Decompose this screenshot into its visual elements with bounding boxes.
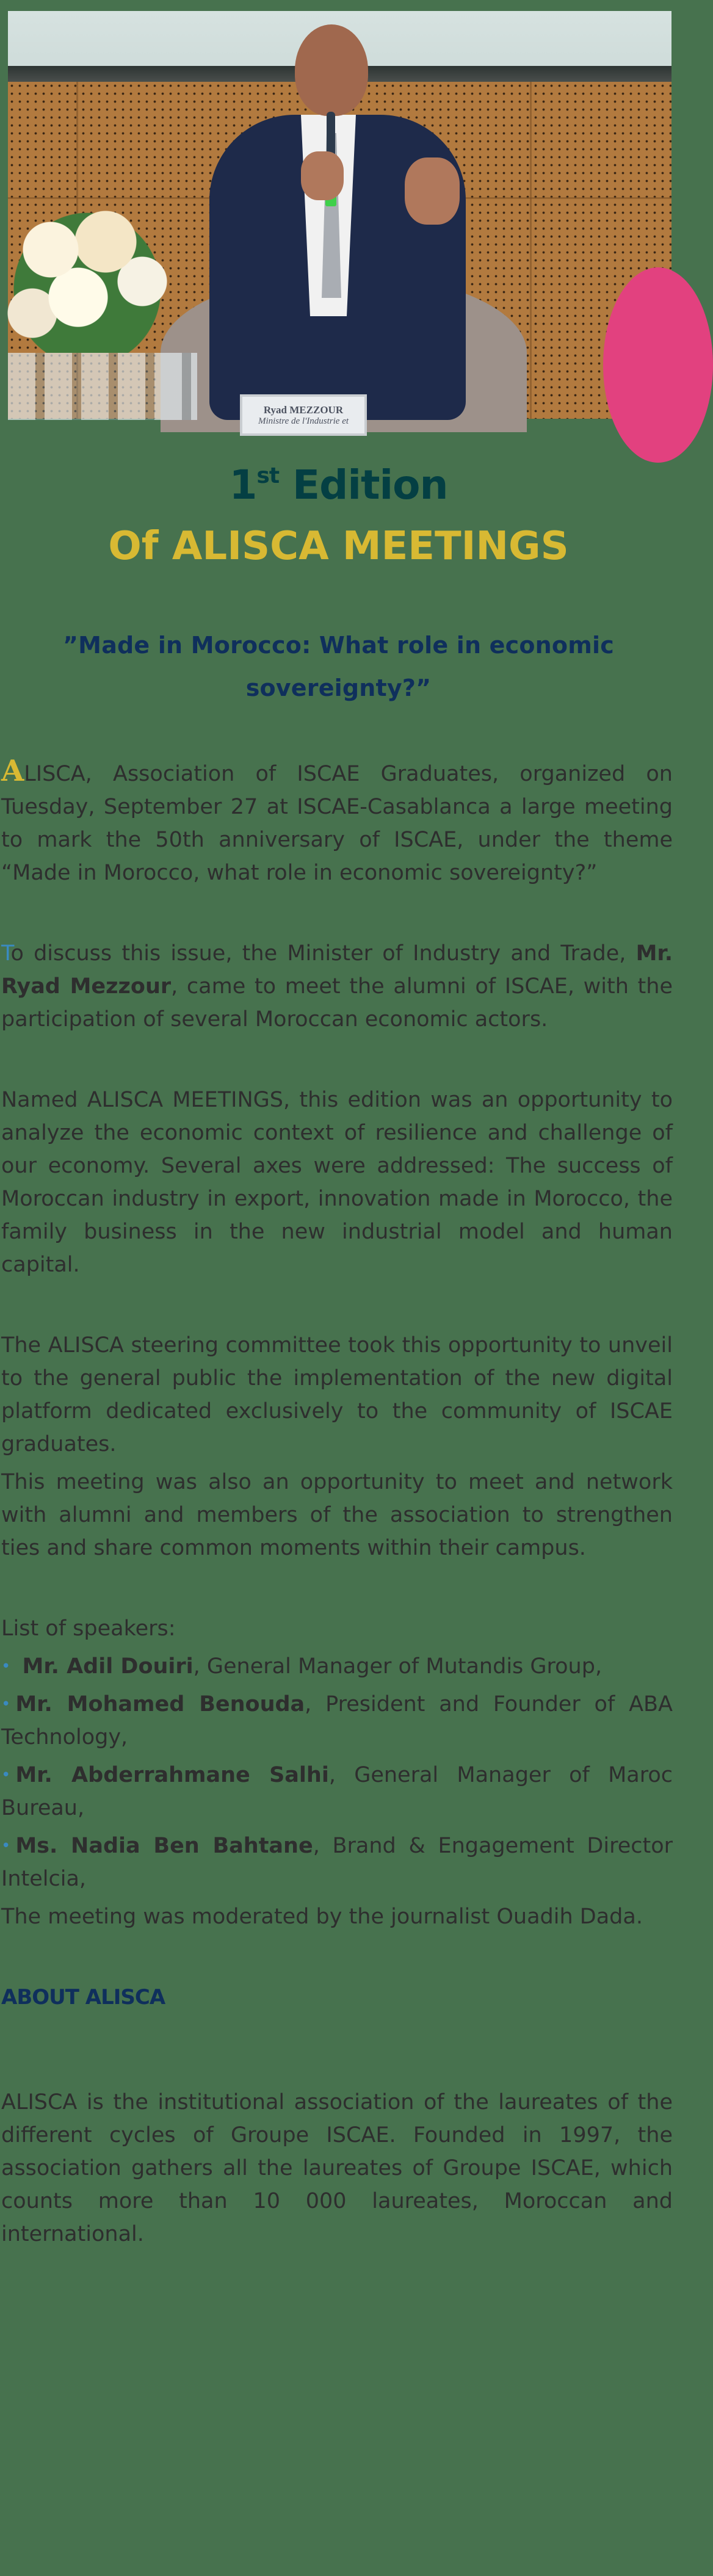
nameplate-role: Ministre de l'Industrie et bbox=[258, 416, 349, 426]
edition-number: 1 bbox=[229, 461, 257, 508]
edition-heading bbox=[0, 455, 677, 516]
minister-text-before: o discuss this issue, the Minister of Industry and Trade, bbox=[10, 941, 636, 966]
speaker-item bbox=[1, 1650, 673, 1683]
edition-word: Edition bbox=[292, 461, 448, 508]
edition-paragraph: Named ALISCA MEETINGS, this edition was an opportunity to analyze the economic context of resilience and challenge of our economy. Several axes were addressed: The success of Moroccan industry in export, innovation made in Morocco, the family business in the new industrial model and human capital. bbox=[1, 1088, 673, 1277]
platform-paragraph: The ALISCA steering committee took this opportunity to unveil to the general public the implementation of the new digital platform dedicated exclusively to the community of ISCAE graduates. bbox=[1, 1333, 673, 1456]
wall-panel-seam bbox=[530, 82, 532, 419]
speaker-role: , General Manager of Mutandis Group, bbox=[193, 1654, 603, 1679]
speaker-role: , Brand & Engagement Director Intelcia, bbox=[1, 1834, 673, 1891]
speaker-hand bbox=[405, 157, 460, 225]
hero-photo bbox=[8, 11, 671, 426]
speaker-name: Ms. Nadia Ben Bahtane bbox=[15, 1834, 313, 1858]
bullet-icon: • bbox=[1, 1657, 11, 1676]
about-paragraph: ALISCA is the institutional association of the laureates of the different cycles of Groupe ISCAE. Founded in 1997, the association gathers all the laureates of Groupe ISCAE, which counts more than 10 000 laureates, Moroccan and international. bbox=[1, 2090, 673, 2246]
page-title bbox=[0, 455, 677, 577]
speakers-heading: List of speakers: bbox=[1, 1616, 176, 1641]
speaker-name: Mr. Abderrahmane Salhi bbox=[15, 1763, 329, 1787]
dropcap: A bbox=[1, 754, 24, 788]
theme-subtitle: ”Made in Morocco: What role in economic sovereignty?” bbox=[63, 632, 614, 701]
about-heading: ABOUT ALISCA bbox=[1, 1985, 165, 2010]
speaker-item bbox=[1, 1759, 673, 1825]
networking-paragraph: This meeting was also an opportunity to meet and network with alumni and members of the association to strengthen ties and share common moments within their campus. bbox=[1, 1470, 673, 1560]
speaker-role: , General Manager of Maroc Bureau, bbox=[1, 1763, 673, 1820]
moderator-line: The meeting was moderated by the journalist Ouadih Dada. bbox=[1, 1905, 643, 1929]
minister-name: Mr. Ryad Mezzour bbox=[1, 941, 673, 999]
article-body bbox=[1, 754, 673, 2251]
minister-text-after: , came to meet the alumni of ISCAE, with the participation of several Moroccan economic actors. bbox=[1, 974, 673, 1032]
bullet-icon: • bbox=[1, 1766, 11, 1784]
meetings-heading: Of ALISCA MEETINGS bbox=[108, 524, 569, 569]
pink-armchair bbox=[603, 267, 713, 463]
speaker-head bbox=[295, 24, 368, 116]
speaker-name: Mr. Adil Douiri bbox=[22, 1654, 194, 1679]
nameplate-name: Ryad MEZZOUR bbox=[263, 404, 344, 416]
nameplate bbox=[240, 394, 367, 436]
speaker-item bbox=[1, 1688, 673, 1754]
speaker-name: Mr. Mohamed Benouda bbox=[15, 1692, 305, 1717]
bullet-icon: • bbox=[1, 1837, 11, 1855]
speaker-hand bbox=[301, 151, 344, 200]
edition-suffix: st bbox=[256, 463, 280, 488]
minister-paragraph bbox=[1, 937, 673, 1036]
accent-letter: T bbox=[1, 941, 11, 966]
bullet-icon: • bbox=[1, 1695, 11, 1713]
speaker-item bbox=[1, 1829, 673, 1895]
water-glasses bbox=[8, 353, 197, 420]
speaker-role: , President and Founder of ABA Technology, bbox=[1, 1692, 673, 1749]
intro-text: LISCA, Association of ISCAE Graduates, organized on Tuesday, September 27 at ISCAE-Casablanca a large meeting to mark the 50th anniversary of ISCAE, under the theme “Made in Morocco, what role in economic sovereignty?” bbox=[1, 762, 673, 885]
intro-paragraph bbox=[1, 754, 673, 889]
flower-bouquet bbox=[0, 194, 179, 353]
